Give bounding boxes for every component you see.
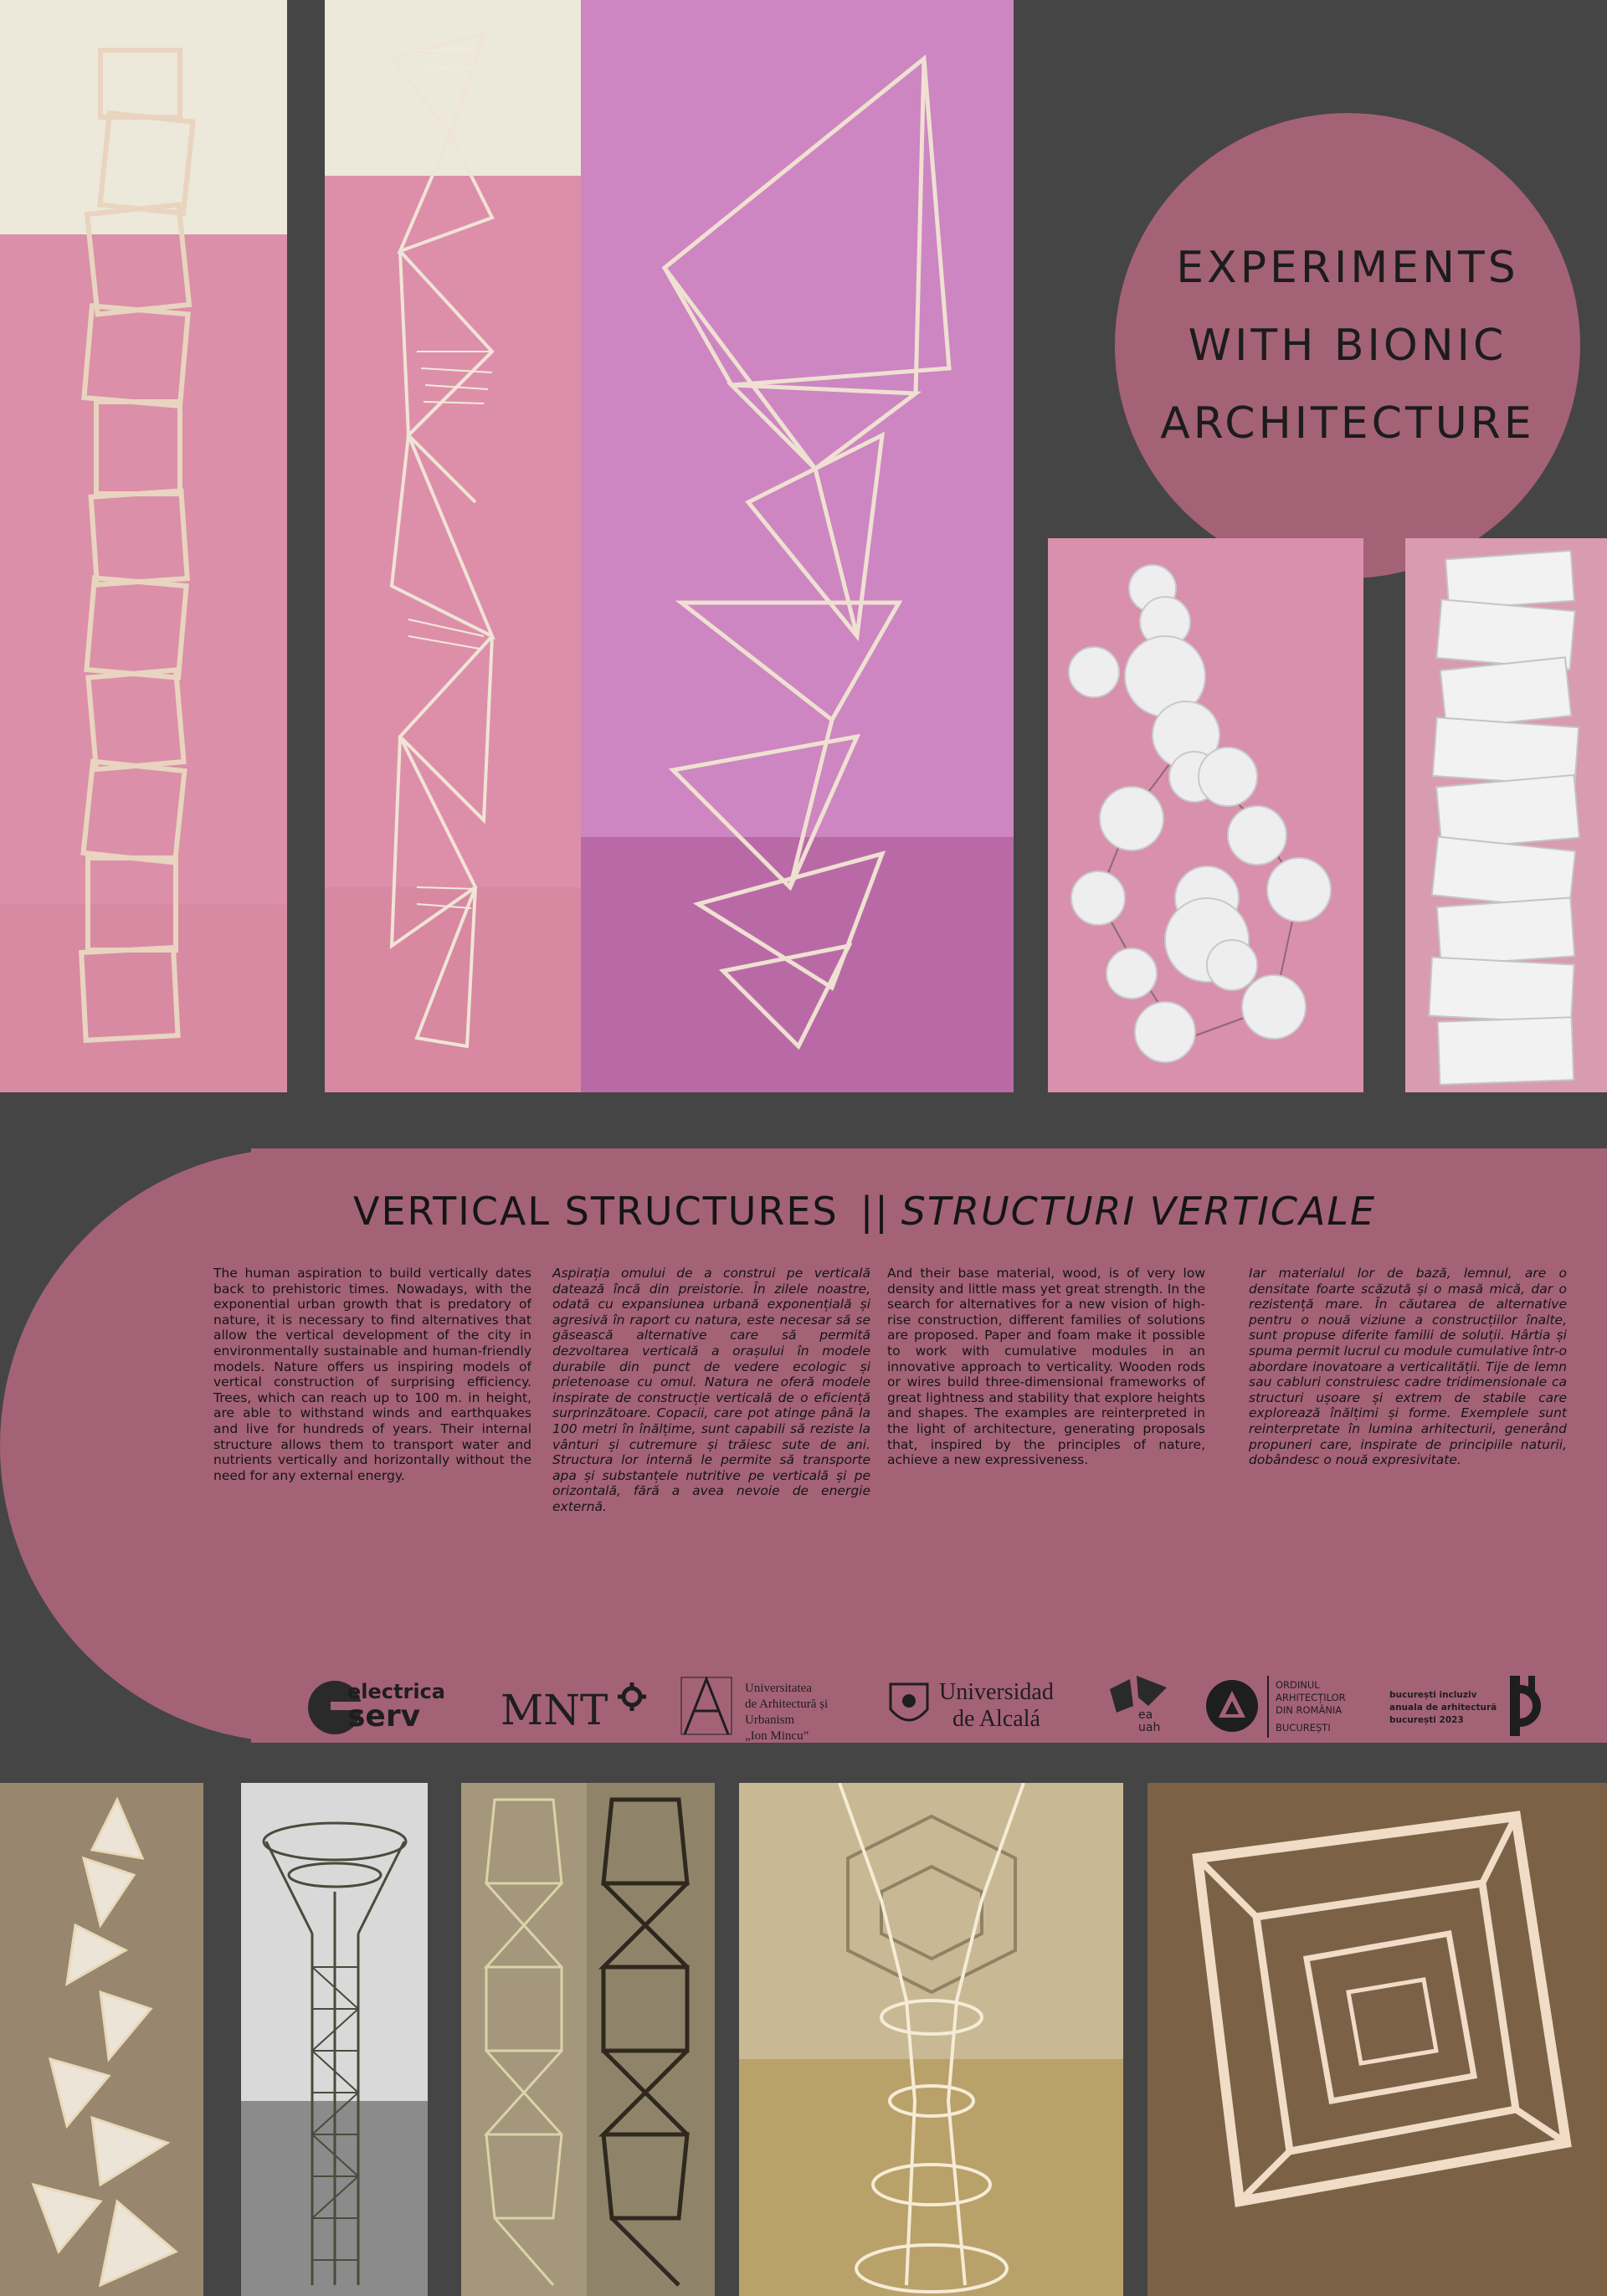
text-col-en-2: And their base material, wood, is of very low density and little mass yet great strength. In the search for alternatives for a new vision of high-rise construction, different families of solutions are proposed. Paper and foam make it possible to work with cumulative modules in an innovative approach to verticality. Wooden rods or wires build three-dimensional frameworks of great lightness and stability that explore heights and shapes. The examples are reinterpreted in the light of architecture, generating proposals that, inspired by the principles of nature, achieve a new expressiveness. — [887, 1266, 1205, 1468]
oar-line-1: ORDINUL — [1276, 1679, 1320, 1691]
oar-line-3: DIN ROMÂNIA — [1276, 1704, 1343, 1716]
uauim-a-logo — [680, 1676, 733, 1736]
photo-nested-frames — [1147, 1783, 1607, 2296]
poster-title — [1115, 113, 1580, 578]
title-line-3: ARCHITECTURE — [1160, 398, 1535, 449]
photo-tetra-tower — [581, 0, 1014, 1092]
photo-tetra-chain — [0, 1783, 203, 2296]
photo-twisted-tower — [325, 0, 581, 1092]
bi-line-3: bucurești 2023 — [1389, 1715, 1464, 1725]
section-separator: || — [860, 1189, 890, 1234]
mnt-logo — [501, 1682, 647, 1733]
photo-sphere-model — [1048, 538, 1363, 1092]
bi-text-logo — [1389, 1689, 1507, 1731]
title-line-1: EXPERIMENTS — [1176, 242, 1519, 293]
uah-line-2: de Alcalá — [952, 1706, 1040, 1732]
text-col-en-1: The human aspiration to build vertically dates back to prehistoric times. Nowadays, with the exponential urban growth that is predatory of nature, it is necessary to find alternatives that allow the vertical development of the city in environmentally sustainable and human-friendly models. Nature offers us inspiring models of vertical construction of surprising efficiency. Trees, which can reach up to 100 m. in height, are able to withstand winds and earthquakes and live for hundreds of years. Their internal structure allows them to transport water and nutrients vertically and horizontally without the need for any external energy. — [213, 1266, 531, 1483]
uauim-line-1: Universitatea — [745, 1682, 812, 1695]
photo-cube-tower — [0, 0, 287, 1092]
mnt-gear-icon — [618, 1682, 646, 1711]
oar-logo — [1205, 1676, 1373, 1738]
mnt-text: MNT — [501, 1686, 608, 1734]
oar-triangle-icon — [1205, 1679, 1259, 1733]
electrica-serv-logo — [305, 1678, 456, 1737]
uauim-line-2: de Arhitectură și Urbanism — [745, 1698, 829, 1727]
uauim-line-3: „Ion Mincu” — [745, 1729, 809, 1743]
photo-lattice-lit — [739, 1783, 1123, 2296]
section-title-ro: STRUCTURI VERTICALE — [901, 1189, 1377, 1234]
ea-line-2: uah — [1138, 1721, 1161, 1734]
text-col-ro-2: Iar materialul lor de bază, lemnul, are o densitate foarte scăzută și o masă mică, dar o rezistență mare. În căutarea de alternative pentru o nouă viziune a construcțiilor înalte, sunt propuse diferite familii de soluții. Hârtia și spuma permit lucrul cu module cumulative într-o abordare inovatoare a verticalității. Tije de lemn sau cabluri construiesc cadre tridimensionale ca structuri ușoare și extrem de stabile care explorează înălțimi și forme. Exemplele sunt reinterpretate în lumina arhitecturii, generând propuneri care, inspirate de principiile naturii, dobândesc o nouă expresivitate. — [1249, 1266, 1567, 1468]
electrica-text: electrica — [347, 1680, 445, 1703]
bi-logo — [1507, 1672, 1548, 1739]
uah-line-1: Universidad — [939, 1679, 1054, 1705]
uah-crest-icon — [887, 1679, 931, 1733]
photo-lattice-shadow — [461, 1783, 715, 2296]
text-col-ro-1: Aspirația omului de a construi pe verticală datează încă din preistorie. În zilele noastre, odată cu expansiunea urbană exponențială și agresivă în raport cu natura, este necesar să se găsească alternative care să permită dezvoltarea verticală a orașului în modele durabile din punct de vedere ecologic și prietenoase cu omul. Natura ne oferă modele inspirate de construcție verticală de o eficiență surprinzătoare. Copacii, care pot atinge până la 100 metri în înălțime, sunt capabili să reziste la vânturi și cutremure și trăiesc sute de ani. Structura lor internă le permite să transporte apa și substanțele nutritive pe verticală și pe orizontală, fără a avea nevoie de energie externă. — [552, 1266, 870, 1514]
bi-line-1: bucurești incluziv — [1389, 1690, 1477, 1700]
oar-line-2: ARHITECȚILOR — [1276, 1692, 1346, 1703]
uah-logo — [887, 1674, 1067, 1739]
section-title-en: VERTICAL STRUCTURES — [353, 1189, 839, 1234]
oar-line-4: BUCUREȘTI — [1276, 1722, 1331, 1734]
uauim-logo — [680, 1674, 876, 1743]
ea-line-1: ea — [1138, 1708, 1153, 1722]
ea-uah-logo — [1105, 1672, 1172, 1739]
bi-line-2: anuala de arhitectură — [1389, 1703, 1497, 1713]
title-line-2: WITH BIONIC — [1188, 320, 1507, 371]
photo-tree-column — [241, 1783, 428, 2296]
serv-text: serv — [347, 1699, 421, 1734]
section-heading — [353, 1189, 1376, 1234]
photo-paper-tower — [1405, 538, 1607, 1092]
